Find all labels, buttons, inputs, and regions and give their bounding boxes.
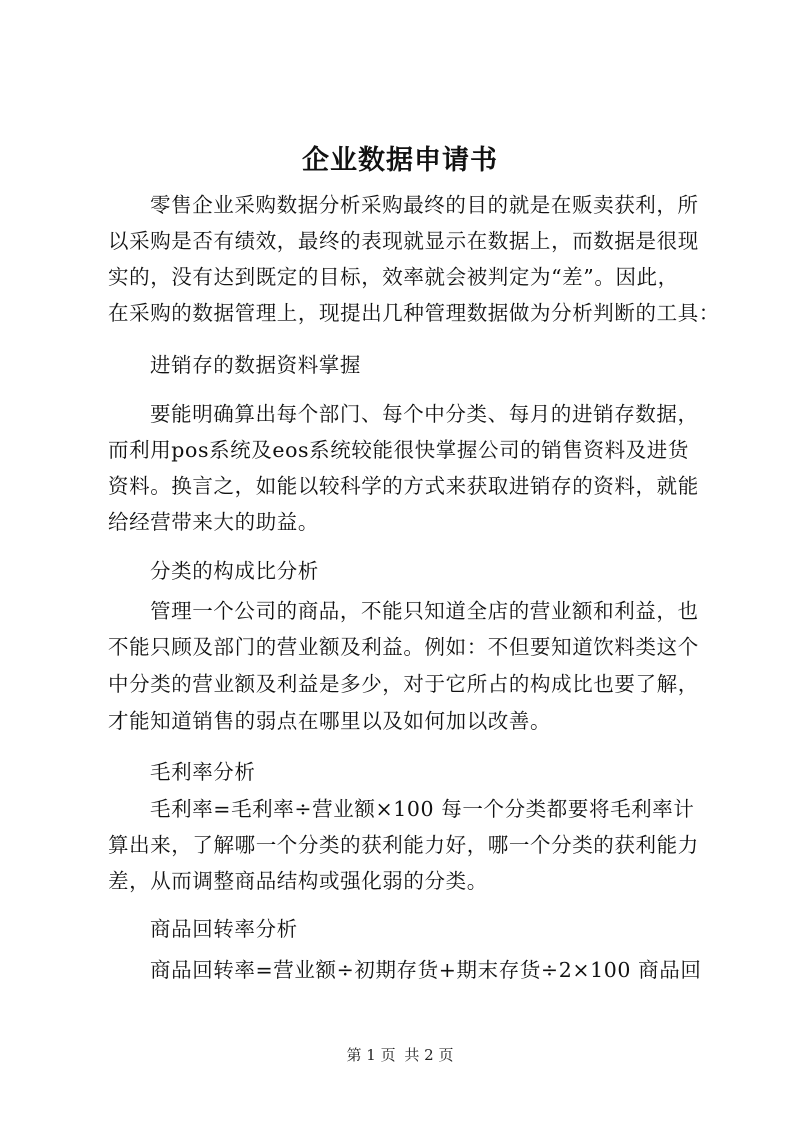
page-total: 共 2 页 (404, 1046, 454, 1064)
section-heading: 分类的构成比分析 (150, 559, 319, 583)
document-title: 企业数据申请书 (302, 145, 498, 176)
paragraph-line: 以采购是否有绩效，最终的表现就显示在数据上，而数据是很现 (108, 229, 699, 253)
paragraph-line: 给经营带来大的助益。 (108, 510, 319, 534)
paragraph-line: 零售企业采购数据分析采购最终的目的就是在贩卖获利，所 (150, 193, 699, 217)
paragraph-line: 毛利率=毛利率÷营业额×100 每一个分类都要将毛利率计 (150, 797, 695, 821)
section-heading: 毛利率分析 (150, 760, 256, 784)
paragraph-line: 不能只顾及部门的营业额及利益。例如：不但要知道饮料类这个 (108, 635, 699, 659)
paragraph-line: 商品回转率=营业额÷初期存货+期末存货÷2×100 商品回 (150, 958, 702, 982)
paragraph-line: 资料。换言之，如能以较科学的方式来获取进销存的资料，就能 (108, 474, 699, 498)
page-footer (0, 1045, 800, 1065)
paragraph-line: 才能知道销售的弱点在哪里以及如何加以改善。 (108, 709, 552, 733)
paragraph-line: 而利用pos系统及eos系统较能很快掌握公司的销售资料及进货 (108, 438, 689, 462)
paragraph-line: 中分类的营业额及利益是多少，对于它所占的构成比也要了解， (108, 672, 699, 696)
section-heading: 商品回转率分析 (150, 917, 298, 941)
section-heading: 进销存的数据资料掌握 (150, 353, 361, 377)
paragraph-line: 要能明确算出每个部门、每个中分类、每月的进销存数据， (150, 402, 699, 426)
paragraph-line: 管理一个公司的商品，不能只知道全店的营业额和利益，也 (150, 599, 699, 623)
paragraph-line: 算出来，了解哪一个分类的获利能力好，哪一个分类的获利能力 (108, 833, 699, 857)
paragraph-line: 在采购的数据管理上，现提出几种管理数据做为分析判断的工具： (108, 301, 720, 325)
paragraph-line: 差，从而调整商品结构或强化弱的分类。 (108, 869, 488, 893)
page-number: 第 1 页 (346, 1046, 396, 1064)
paragraph-line: 实的，没有达到既定的目标，效率就会被判定为“差”。因此， (108, 265, 679, 289)
